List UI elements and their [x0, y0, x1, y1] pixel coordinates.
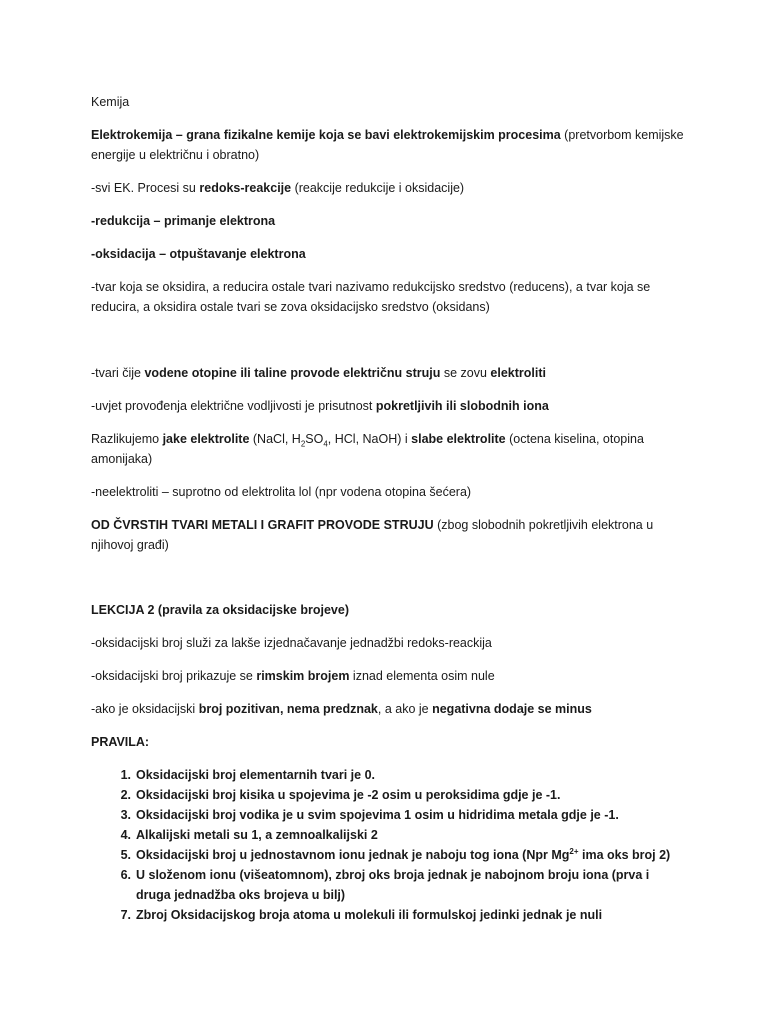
text-span: ima oks broj 2) [578, 848, 671, 862]
rule-number: 4. [120, 828, 131, 842]
subscript: 2 [300, 439, 306, 449]
subscript: 4 [323, 439, 328, 449]
text-span: Razlikujemo [91, 432, 163, 446]
rule-text: Oksidacijski broj kisika u spojevima je -2 osim u peroksidima gdje je -1. [136, 788, 561, 802]
rule-number: 3. [120, 808, 131, 822]
text-span: SO [305, 432, 324, 446]
bold-span: negativna dodaje se minus [432, 702, 592, 716]
bold-span: OD ČVRSTIH TVARI METALI I GRAFIT PROVODE STRUJU [91, 518, 434, 532]
text-span: (zbog slobodnih pokretljivih elektrona u njihovoj građi) [91, 518, 654, 552]
text-span: -svi EK. Procesi su [91, 181, 200, 195]
paragraph-sredstvo: -tvar koja se oksidira, a reducira ostale tvari nazivamo redukcijsko sredstvo (reducens), a tvar koja se reducira, a oksidira ostale tvari se zova oksidacijsko sredstvo (oksidans) [91, 280, 651, 314]
bold-span: redoks-reakcije [199, 181, 292, 195]
rule-number: 2. [120, 788, 131, 802]
rule-number: 5. [120, 848, 131, 862]
text-span: (NaCl, H [249, 432, 301, 446]
rule-number: 1. [120, 768, 131, 782]
bold-span: rimskim brojem [256, 669, 350, 683]
bold-span: jake elektrolite [162, 432, 250, 446]
paragraph-neelektroliti: -neelektroliti – suprotno od elektrolita lol (npr vodena otopina šećera) [91, 485, 472, 499]
rule-text: Oksidacijski broj vodika je u svim spojevima 1 osim u hidridima metala gdje je -1. [136, 808, 619, 822]
text-span: (octena kiselina, otopina amonijaka) [91, 432, 644, 466]
paragraph-elektroliti [91, 363, 681, 383]
rule-number: 6. [120, 868, 131, 882]
rule-text: Alkalijski metali su 1, a zemnoalkalijski 2 [136, 828, 378, 842]
paragraph-vodljivost [91, 396, 681, 416]
bold-span: slabe elektrolite [411, 432, 506, 446]
definition-text: (pretvorbom kemijske energije u električnu i obratno) [91, 128, 684, 162]
rules-heading: PRAVILA: [91, 735, 150, 749]
bold-span: vodene otopine ili taline provode električnu struju [144, 366, 441, 380]
rule-text: Oksidacijski broj elementarnih tvari je 0. [136, 768, 375, 782]
doc-title: Kemija [91, 95, 130, 109]
paragraph-redukcija: -redukcija – primanje elektrona [91, 214, 276, 228]
paragraph-oksidacija: -oksidacija – otpuštavanje elektrona [91, 247, 306, 261]
paragraph-redoks [91, 178, 681, 198]
paragraph-elektrokemija [91, 125, 691, 165]
bold-span: pokretljivih ili slobodnih iona [375, 399, 549, 413]
text-span: , a ako je [377, 702, 433, 716]
bold-span: elektroliti [490, 366, 546, 380]
rule-text [136, 845, 684, 865]
text-span: iznad elementa osim nule [349, 669, 495, 683]
paragraph-predznak [91, 699, 681, 719]
rule-number: 7. [120, 908, 131, 922]
text-span: -ako je oksidacijski [91, 702, 199, 716]
paragraph-sluzi: -oksidacijski broj služi za lakše izjednačavanje jednadžbi redoks-reackija [91, 636, 492, 650]
text-span: -uvjet provođenja električne vodljivosti je prisutnost [91, 399, 376, 413]
paragraph-rimski [91, 666, 681, 686]
text-span: Oksidacijski broj u jednostavnom ionu jednak je naboju tog iona (Npr Mg [136, 848, 570, 862]
term-elektrokemija: Elektrokemija – grana fizikalne kemije koja se bavi elektrokemijskim procesima [91, 128, 561, 142]
paragraph-metali-grafit [91, 515, 681, 555]
rule-text: Zbroj Oksidacijskog broja atoma u molekuli ili formulskoj jedinki jednak je nuli [136, 908, 603, 922]
text-span: -tvari čije [91, 366, 145, 380]
text-span: (reakcije redukcije i oksidacije) [291, 181, 465, 195]
text-span: , HCl, NaOH) i [327, 432, 412, 446]
text-span: se zovu [440, 366, 491, 380]
paragraph-razlikujemo [91, 429, 691, 469]
rule-text: U složenom ionu (višeatomnom), zbroj oks broja jednak je nabojnom broju iona (prva i druga jednadžba oks brojeva u bilj) [136, 868, 650, 902]
lesson-heading: LEKCIJA 2 (pravila za oksidacijske brojeve) [91, 603, 349, 617]
superscript: 2+ [569, 846, 579, 856]
bold-span: broj pozitivan, nema predznak [198, 702, 378, 716]
text-span: -oksidacijski broj prikazuje se [91, 669, 257, 683]
